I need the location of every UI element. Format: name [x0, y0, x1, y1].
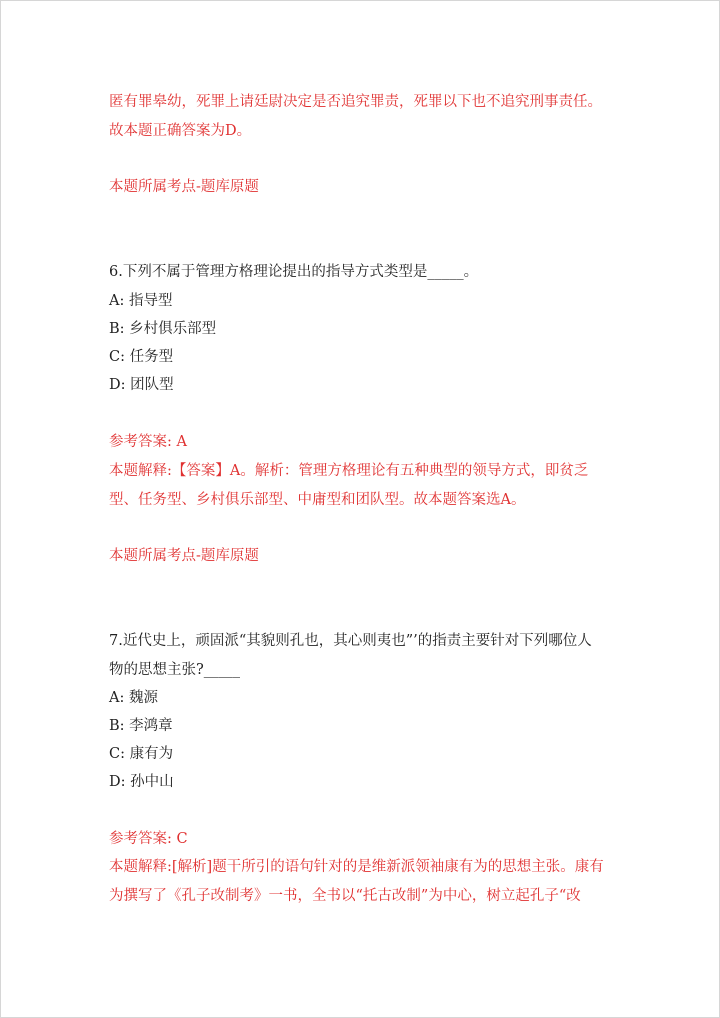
q7-explanation-line-2: 为撰写了《孔子改制考》一书，全书以“托古改制”为中心，树立起孔子“改: [109, 888, 581, 904]
q6-answer: 参考答案: A: [109, 434, 187, 450]
q7-question-line-2: 物的思想主张?_____: [109, 662, 241, 678]
q7-answer: 参考答案: C: [109, 831, 188, 847]
q7-option-d: D: 孙中山: [109, 774, 174, 790]
q6-option-a: A: 指导型: [109, 293, 173, 309]
q6-option-d: D: 团队型: [109, 377, 174, 393]
q7-explanation-line-1: 本题解释:[解析]题干所引的语句针对的是维新派领袖康有为的思想主张。康有: [109, 859, 604, 875]
q6-explanation-line-1: 本题解释:【答案】A。解析：管理方格理论有五种典型的领导方式，即贫乏: [109, 463, 589, 479]
prev-explanation-line-1: 匿有罪皋幼，死罪上请廷尉决定是否追究罪责，死罪以下也不追究刑事责任。: [109, 94, 602, 110]
q7-option-b: B: 李鸿章: [109, 718, 173, 734]
q6-question: 6.下列不属于管理方格理论提出的指导方式类型是_____。: [109, 264, 479, 280]
prev-source: 本题所属考点-题库原题: [109, 179, 259, 195]
q6-source: 本题所属考点-题库原题: [109, 548, 259, 564]
q6-option-b: B: 乡村俱乐部型: [109, 321, 217, 337]
q7-question-line-1: 7.近代史上，顽固派“其貌则孔也，其心则夷也”’的指责主要针对下列哪位人: [109, 633, 592, 649]
q6-option-c: C: 任务型: [109, 349, 174, 365]
q7-option-c: C: 康有为: [109, 746, 174, 762]
prev-explanation-line-2: 故本题正确答案为D。: [109, 123, 252, 139]
q7-option-a: A: 魏源: [109, 690, 158, 706]
q6-explanation-line-2: 型、任务型、乡村俱乐部型、中庸型和团队型。故本题答案选A。: [109, 492, 526, 508]
